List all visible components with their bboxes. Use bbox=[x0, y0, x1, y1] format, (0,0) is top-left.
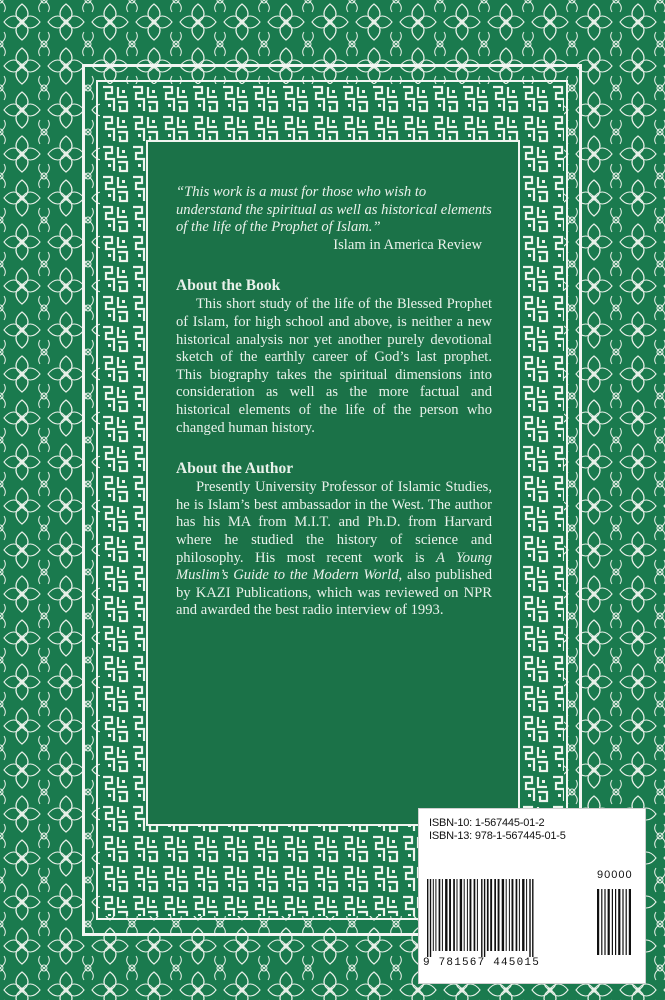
cover-text bbox=[176, 184, 492, 620]
barcode-bars bbox=[425, 879, 641, 957]
about-book-heading: About the Book bbox=[176, 277, 281, 295]
book-title-italic: A Young Muslim’s Guide to the Modern World bbox=[176, 549, 492, 584]
price-code: 90000 bbox=[597, 869, 633, 881]
about-book-text: This short study of the life of the Blessed Prophet of Islam, for high school and above, is neither a new historical analysis nor yet another purely devotional sketch of the earthly career of God’s last prophet. This biography takes the spiritual dimensions into consideration as well as the more factual and historical elements of the life of the person who changed human history. bbox=[176, 296, 492, 436]
about-author-text-start: Presently University Professor of Islamic Studies, he is Islam’s best ambassador in the West. The author has his MA from M.I.T. and Ph.D. from Harvard where he studied the history of science and philosophy. His most recent work is bbox=[176, 479, 492, 566]
review-quote: “This work is a must for those who wish to understand the spiritual as well as historical elements of the life of the Prophet of Islam.” bbox=[176, 184, 492, 236]
barcode-digits: 9 781567 445015 bbox=[423, 957, 541, 969]
about-author-text bbox=[176, 479, 492, 620]
isbn-10: ISBN-10: 1-567445-01-2 bbox=[429, 817, 545, 829]
barcode-label bbox=[418, 808, 646, 984]
about-author-heading: About the Author bbox=[176, 460, 294, 478]
about-author-text-end: , also published by KAZI Publications, which was reviewed on NPR and awarded the best radio interview of 1993. bbox=[176, 567, 492, 619]
isbn-13: ISBN-13: 978-1-567445-01-5 bbox=[429, 830, 566, 842]
review-source: Islam in America Review bbox=[333, 236, 482, 253]
